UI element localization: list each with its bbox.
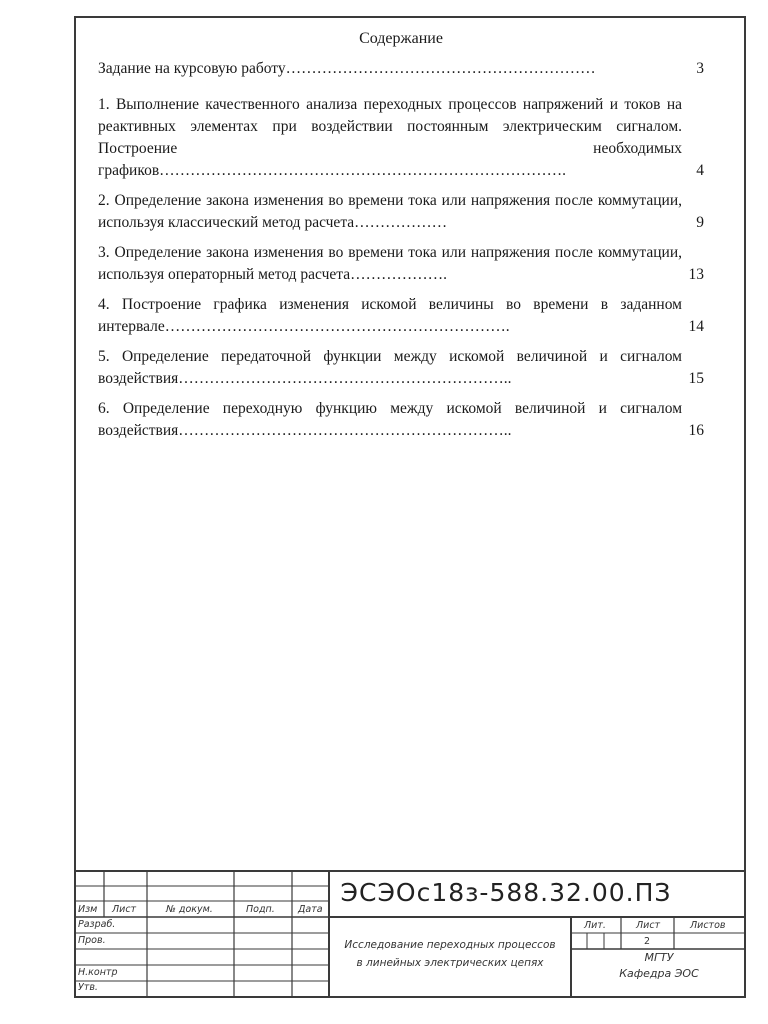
sheet-value: 2	[644, 936, 651, 947]
row-prov: Пров.	[78, 935, 106, 946]
toc-entry-page: 4	[696, 162, 704, 179]
header-izm: Изм	[78, 904, 98, 915]
document-title-line1: Исследование переходных процессов	[344, 939, 556, 951]
toc-entry-text: 2. Определение закона изменения во времени тока или напряжения после коммутации, используя классический метод расчета………………	[98, 192, 682, 231]
row-utv: Утв.	[78, 982, 98, 993]
toc-entry	[98, 58, 704, 80]
org-line1: МГТУ	[644, 951, 674, 964]
organization	[574, 950, 744, 982]
row-razrab: Разраб.	[78, 919, 116, 930]
org-line2: Кафедра ЭОС	[619, 967, 699, 980]
toc-entry-text: 3. Определение закона изменения во времени тока или напряжения после коммутации, используя операторный метод расчета……………….	[98, 244, 682, 283]
document-title-line2: в линейных электрических цепях	[356, 957, 544, 969]
toc-entry	[98, 190, 704, 234]
lit-label: Лит.	[584, 920, 606, 931]
toc-entry-text: 5. Определение передаточной функции между искомой величиной и сигналом воздействия………………………………………………………..	[98, 348, 682, 387]
toc-entry-text: 4. Построение графика изменения искомой величины во времени в заданном интервале………………………………………………………….	[98, 296, 682, 335]
toc-entry-text: 1. Выполнение качественного анализа переходных процессов напряжений и токов на реактивных элементах при воздействии постоянным электрическим сигналом. Построение необходимых графиков…………………………………………………………………….	[98, 96, 682, 179]
toc-entry	[98, 242, 704, 286]
toc-title: Содержание	[359, 30, 443, 47]
toc-entry-page: 13	[688, 266, 704, 283]
header-sign: Подп.	[246, 904, 275, 915]
row-nkontr: Н.контр	[78, 967, 118, 978]
toc-entry-page: 16	[688, 422, 704, 439]
header-date: Дата	[298, 904, 323, 915]
sheet-label: Лист	[636, 920, 661, 931]
header-list: Лист	[112, 904, 137, 915]
title-block-stamp	[74, 870, 746, 998]
toc-entry-page: 14	[688, 318, 704, 335]
toc-entry	[98, 94, 704, 182]
toc-entry-page: 9	[696, 214, 704, 231]
toc-entry-page: 3	[696, 60, 704, 77]
toc-entry-text: Задание на курсовую работу……………………………………………………	[98, 60, 596, 77]
toc-entry-text: 6. Определение переходную функцию между искомой величиной и сигналом воздействия………………………………………………………..	[98, 400, 682, 439]
toc-entry	[98, 398, 704, 442]
header-doc-num: № докум.	[166, 904, 213, 915]
document-code: ЭСЭОс18з-588.32.00.ПЗ	[340, 878, 672, 907]
sheets-label: Листов	[690, 920, 726, 931]
toc-entry-page: 15	[688, 370, 704, 387]
table-of-contents	[98, 28, 704, 450]
document-title	[330, 936, 570, 972]
toc-entry	[98, 346, 704, 390]
toc-entry	[98, 294, 704, 338]
